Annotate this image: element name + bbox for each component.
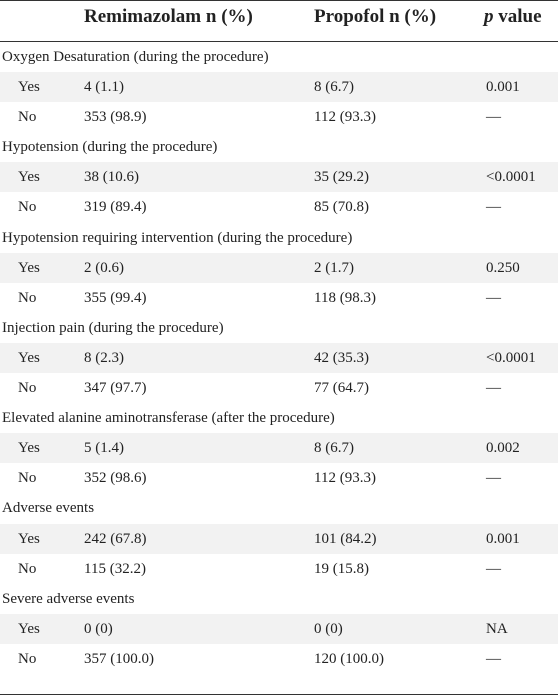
remimazolam-cell: 115 (32.2) [84, 560, 146, 577]
row-label: No [18, 380, 37, 397]
table-row [0, 614, 558, 644]
remimazolam-cell: 0 (0) [84, 620, 113, 637]
p-value-cell: 0.001 [486, 79, 520, 96]
table-row [0, 72, 558, 102]
section-header-row [0, 493, 558, 523]
table-row [0, 373, 558, 403]
table-row [0, 283, 558, 313]
table-row [0, 554, 558, 584]
remimazolam-cell: 4 (1.1) [84, 79, 124, 96]
propofol-cell: 112 (93.3) [314, 109, 376, 126]
header-propofol: Propofol n (%) [314, 6, 437, 27]
row-label: Yes [18, 169, 40, 186]
row-label: No [18, 109, 37, 126]
section-title: Adverse events [2, 500, 95, 517]
table-row [0, 433, 558, 463]
section-title: Hypotension (during the procedure) [2, 139, 218, 156]
propofol-cell: 85 (70.8) [314, 199, 369, 216]
p-value-cell: — [486, 380, 501, 397]
bottom-rule [0, 694, 558, 695]
section-title: Injection pain (during the procedure) [2, 319, 224, 336]
table-row [0, 102, 558, 132]
p-value-cell: <0.0001 [486, 349, 536, 366]
row-label: Yes [18, 259, 40, 276]
remimazolam-cell: 357 (100.0) [84, 650, 154, 667]
section-header-row [0, 132, 558, 162]
p-value-cell: 0.250 [486, 259, 520, 276]
header-p-value [484, 0, 542, 41]
section-header-row [0, 313, 558, 343]
p-value-cell: — [486, 289, 501, 306]
remimazolam-cell: 242 (67.8) [84, 530, 147, 547]
propofol-cell: 0 (0) [314, 620, 343, 637]
p-value-cell: — [486, 109, 501, 126]
row-label: No [18, 650, 37, 667]
table-body [0, 42, 558, 674]
section-header-row [0, 42, 558, 72]
row-label: Yes [18, 440, 40, 457]
remimazolam-cell: 8 (2.3) [84, 349, 124, 366]
remimazolam-cell: 38 (10.6) [84, 169, 139, 186]
p-value-cell: 0.002 [486, 440, 520, 457]
table-row [0, 343, 558, 373]
section-header-row [0, 223, 558, 253]
row-label: Yes [18, 530, 40, 547]
header-p-italic: p [484, 6, 494, 27]
row-label: Yes [18, 79, 40, 96]
propofol-cell: 8 (6.7) [314, 440, 354, 457]
section-title: Oxygen Desaturation (during the procedure) [2, 49, 269, 65]
row-label: No [18, 289, 37, 306]
table-row [0, 524, 558, 554]
table-row [0, 644, 558, 674]
p-value-cell: — [486, 470, 501, 487]
p-value-cell: NA [486, 620, 508, 637]
remimazolam-cell: 347 (97.7) [84, 380, 147, 397]
propofol-cell: 101 (84.2) [314, 530, 377, 547]
remimazolam-cell: 2 (0.6) [84, 259, 124, 276]
remimazolam-cell: 353 (98.9) [84, 109, 147, 126]
section-header-row [0, 403, 558, 433]
propofol-cell: 8 (6.7) [314, 79, 354, 96]
propofol-cell: 35 (29.2) [314, 169, 369, 186]
propofol-cell: 2 (1.7) [314, 259, 354, 276]
propofol-cell: 19 (15.8) [314, 560, 369, 577]
table-row [0, 463, 558, 493]
header-value-text: value [493, 6, 542, 27]
section-title: Hypotension requiring intervention (during the procedure) [2, 229, 353, 246]
propofol-cell: 77 (64.7) [314, 380, 369, 397]
p-value-cell: — [486, 560, 501, 577]
row-label: Yes [18, 349, 40, 366]
section-title: Elevated alanine aminotransferase (after the procedure) [2, 410, 335, 427]
propofol-cell: 112 (93.3) [314, 470, 376, 487]
header-remimazolam: Remimazolam n (%) [84, 6, 253, 27]
p-value-cell: — [486, 650, 501, 667]
remimazolam-cell: 319 (89.4) [84, 199, 147, 216]
row-label: No [18, 560, 37, 577]
table-row [0, 192, 558, 222]
remimazolam-cell: 352 (98.6) [84, 470, 147, 487]
p-value-cell: — [486, 199, 501, 216]
propofol-cell: 120 (100.0) [314, 650, 384, 667]
propofol-cell: 118 (98.3) [314, 289, 376, 306]
p-value-cell: <0.0001 [486, 169, 536, 186]
table-row [0, 162, 558, 192]
table-row [0, 253, 558, 283]
remimazolam-cell: 355 (99.4) [84, 289, 147, 306]
row-label: No [18, 470, 37, 487]
propofol-cell: 42 (35.3) [314, 349, 369, 366]
row-label: Yes [18, 620, 40, 637]
remimazolam-cell: 5 (1.4) [84, 440, 124, 457]
p-value-cell: 0.001 [486, 530, 520, 547]
section-title: Severe adverse events [2, 590, 135, 607]
section-header-row [0, 584, 558, 614]
row-label: No [18, 199, 37, 216]
